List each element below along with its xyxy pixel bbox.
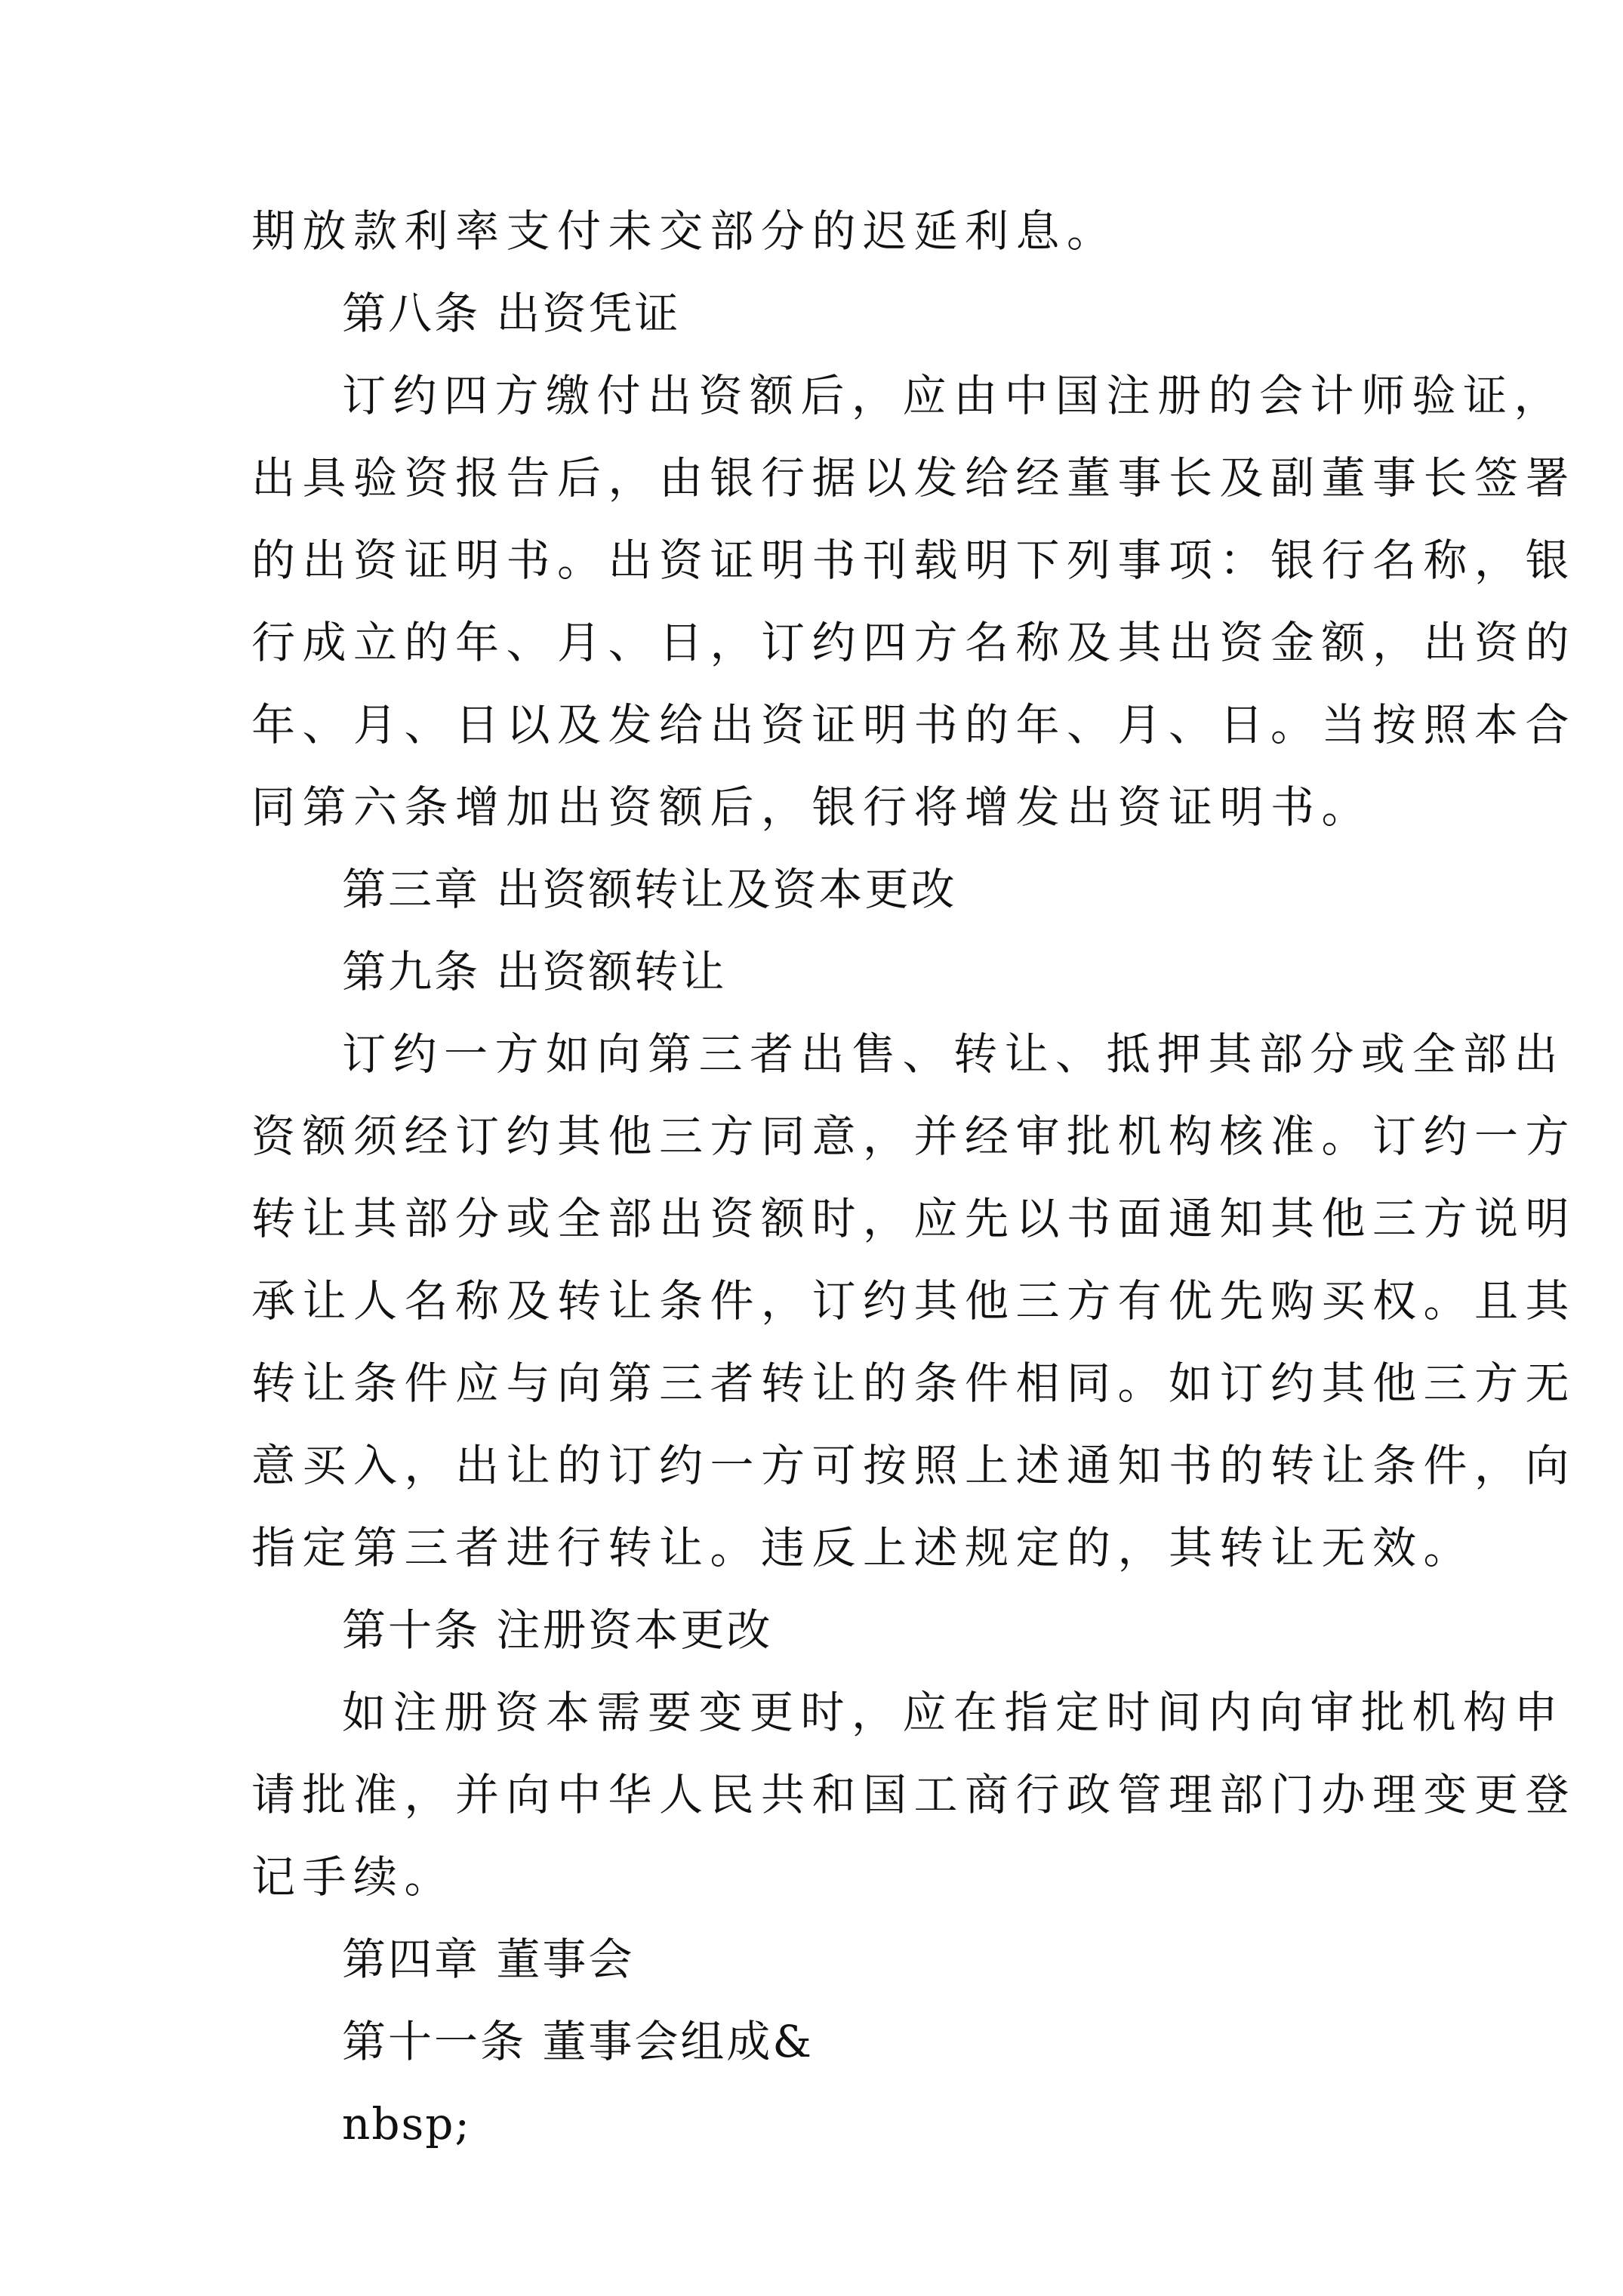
article-heading: 第十条 注册资本更改	[342, 1604, 773, 1656]
body-line: 转让条件应与向第三者转让的条件相同。如订约其他三方无	[251, 1358, 1577, 1409]
chapter-heading: 第三章 出资额转让及资本更改	[342, 864, 957, 915]
body-line: 期放款利率支付未交部分的迟延利息。	[251, 205, 1118, 257]
body-line: 如注册资本需要变更时，应在指定时间内向审批机构申	[342, 1687, 1566, 1738]
article-heading: 第十一条 董事会组成&	[342, 2016, 815, 2067]
article-heading: 第八条 出资凭证	[342, 288, 681, 339]
chapter-heading: 第四章 董事会	[342, 1934, 635, 1985]
body-line: 指定第三者进行转让。违反上述规定的，其转让无效。	[251, 1522, 1475, 1573]
body-line: nbsp;	[342, 2098, 471, 2150]
body-line: 的出资证明书。出资证明书刊载明下列事项：银行名称，银	[251, 535, 1577, 586]
body-line: 行成立的年、月、日，订约四方名称及其出资金额，出资的	[251, 617, 1577, 668]
body-line: 年、月、日以及发给出资证明书的年、月、日。当按照本合	[251, 699, 1577, 750]
body-line: 记手续。	[251, 1851, 456, 1903]
body-line: 请批准，并向中华人民共和国工商行政管理部门办理变更登	[251, 1769, 1577, 1820]
body-line: 转让其部分或全部出资额时，应先以书面通知其他三方说明	[251, 1193, 1577, 1244]
article-heading: 第九条 出资额转让	[342, 946, 727, 997]
body-line: 订约四方缴付出资额后，应由中国注册的会计师验证，	[342, 370, 1566, 421]
body-line: 同第六条增加出资额后，银行将增发出资证明书。	[251, 781, 1373, 833]
body-line: 订约一方如向第三者出售、转让、抵押其部分或全部出	[342, 1028, 1566, 1080]
body-line: 意买入，出让的订约一方可按照上述通知书的转让条件，向	[251, 1440, 1577, 1491]
body-line: 资额须经订约其他三方同意，并经审批机构核准。订约一方	[251, 1111, 1577, 1162]
body-line: 出具验资报告后，由银行据以发给经董事长及副董事长签署	[251, 452, 1577, 504]
body-line: 承让人名称及转让条件，订约其他三方有优先购买权。且其	[251, 1275, 1577, 1327]
